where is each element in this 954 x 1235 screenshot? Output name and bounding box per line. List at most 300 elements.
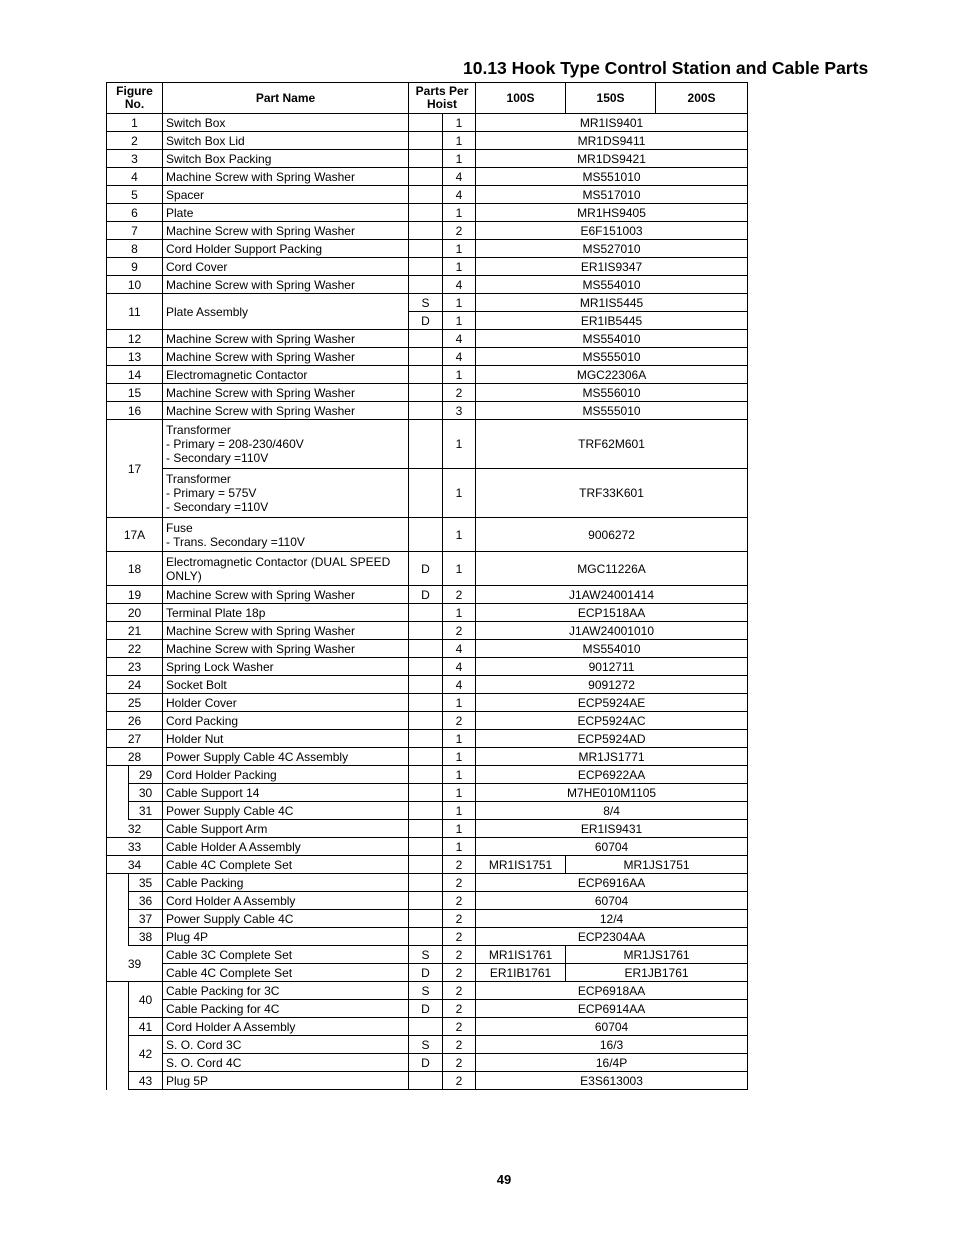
table-row [107, 1000, 748, 1018]
table-row [107, 1018, 748, 1036]
quantity: 1 [443, 820, 476, 838]
table-row [107, 276, 748, 294]
part-name: Plug 4P [163, 928, 409, 946]
indent-spacer [107, 784, 129, 802]
part-name: Cable 3C Complete Set [163, 946, 409, 964]
single-dual-code: S [409, 982, 443, 1000]
single-dual-code [409, 240, 443, 258]
figure-number: 20 [107, 604, 163, 622]
part-number: MR1DS9411 [476, 132, 748, 150]
part-number-100s: MR1IS1761 [476, 946, 566, 964]
quantity: 1 [443, 552, 476, 586]
figure-number: 16 [107, 402, 163, 420]
single-dual-code: D [409, 552, 443, 586]
figure-number: 7 [107, 222, 163, 240]
part-number: MS556010 [476, 384, 748, 402]
header-parts-per-hoist: Parts Per Hoist [409, 83, 476, 114]
figure-number: 33 [107, 838, 163, 856]
part-name: Socket Bolt [163, 676, 409, 694]
part-name: Plug 5P [163, 1072, 409, 1090]
table-row [107, 640, 748, 658]
figure-number: 28 [107, 748, 163, 766]
figure-number: 10 [107, 276, 163, 294]
part-number: J1AW24001010 [476, 622, 748, 640]
part-number: ER1IS9431 [476, 820, 748, 838]
part-number: ECP1518AA [476, 604, 748, 622]
part-name: Machine Screw with Spring Washer [163, 640, 409, 658]
figure-number: 4 [107, 168, 163, 186]
single-dual-code [409, 402, 443, 420]
quantity: 2 [443, 384, 476, 402]
part-name: Cable Packing for 4C [163, 1000, 409, 1018]
part-name: Cord Holder A Assembly [163, 892, 409, 910]
part-number: J1AW24001414 [476, 586, 748, 604]
table-row [107, 552, 748, 586]
part-number-150s-200s: ER1JB1761 [566, 964, 748, 982]
part-name: Electromagnetic Contactor [163, 366, 409, 384]
quantity: 1 [443, 420, 476, 469]
single-dual-code [409, 258, 443, 276]
table-row [107, 694, 748, 712]
table-row [107, 856, 748, 874]
indent-spacer [107, 892, 129, 910]
part-number-100s: ER1IB1761 [476, 964, 566, 982]
indent-spacer [107, 928, 129, 946]
indent-spacer [107, 1036, 129, 1072]
single-dual-code: D [409, 1054, 443, 1072]
quantity: 4 [443, 276, 476, 294]
table-row [107, 384, 748, 402]
table-row [107, 204, 748, 222]
part-name: Terminal Plate 18p [163, 604, 409, 622]
single-dual-code [409, 676, 443, 694]
quantity: 4 [443, 186, 476, 204]
part-number: ECP5924AD [476, 730, 748, 748]
part-name: Transformer - Primary = 575V - Secondary =110V [163, 469, 409, 518]
single-dual-code [409, 730, 443, 748]
single-dual-code [409, 658, 443, 676]
part-number: M7HE010M1105 [476, 784, 748, 802]
part-number: MS555010 [476, 348, 748, 366]
figure-number: 35 [129, 874, 163, 892]
quantity: 1 [443, 150, 476, 168]
table-row [107, 469, 748, 518]
figure-number: 13 [107, 348, 163, 366]
part-name: Spacer [163, 186, 409, 204]
part-number: MS527010 [476, 240, 748, 258]
figure-number: 17 [107, 420, 163, 518]
parts-table-body [107, 114, 748, 1090]
figure-number: 30 [129, 784, 163, 802]
table-row [107, 518, 748, 552]
part-name: Plate [163, 204, 409, 222]
figure-number: 26 [107, 712, 163, 730]
figure-number: 38 [129, 928, 163, 946]
table-row [107, 366, 748, 384]
quantity: 4 [443, 676, 476, 694]
indent-spacer [107, 802, 129, 820]
part-number: MS554010 [476, 276, 748, 294]
table-row [107, 604, 748, 622]
part-name: Switch Box Packing [163, 150, 409, 168]
quantity: 1 [443, 838, 476, 856]
quantity: 3 [443, 402, 476, 420]
quantity: 1 [443, 312, 476, 330]
part-name: Cord Holder A Assembly [163, 1018, 409, 1036]
table-row [107, 892, 748, 910]
table-row [107, 766, 748, 784]
quantity: 1 [443, 518, 476, 552]
part-number: MS517010 [476, 186, 748, 204]
single-dual-code [409, 132, 443, 150]
table-row [107, 186, 748, 204]
part-number: TRF33K601 [476, 469, 748, 518]
single-dual-code [409, 874, 443, 892]
table-row [107, 622, 748, 640]
part-name: Machine Screw with Spring Washer [163, 384, 409, 402]
part-name: Transformer - Primary = 208-230/460V - Secondary =110V [163, 420, 409, 469]
single-dual-code [409, 856, 443, 874]
single-dual-code [409, 694, 443, 712]
table-row [107, 330, 748, 348]
header-150s: 150S [566, 83, 656, 114]
part-name: Cord Packing [163, 712, 409, 730]
table-row [107, 730, 748, 748]
single-dual-code [409, 114, 443, 132]
single-dual-code [409, 748, 443, 766]
part-name: Machine Screw with Spring Washer [163, 348, 409, 366]
figure-number: 3 [107, 150, 163, 168]
table-row [107, 222, 748, 240]
figure-number: 31 [129, 802, 163, 820]
page-number: 49 [496, 1172, 512, 1187]
part-name: Cable Packing [163, 874, 409, 892]
part-number: MS554010 [476, 330, 748, 348]
table-row [107, 420, 748, 469]
part-number: MS551010 [476, 168, 748, 186]
figure-number: 36 [129, 892, 163, 910]
figure-number: 17A [107, 518, 163, 552]
part-number: ECP6918AA [476, 982, 748, 1000]
single-dual-code [409, 910, 443, 928]
single-dual-code [409, 222, 443, 240]
part-number: MR1HS9405 [476, 204, 748, 222]
part-number: 60704 [476, 838, 748, 856]
quantity: 4 [443, 168, 476, 186]
table-row [107, 820, 748, 838]
part-number: MR1JS1771 [476, 748, 748, 766]
part-name: Machine Screw with Spring Washer [163, 402, 409, 420]
quantity: 4 [443, 348, 476, 366]
single-dual-code [409, 366, 443, 384]
table-row [107, 294, 748, 312]
quantity: 2 [443, 946, 476, 964]
part-number: 16/3 [476, 1036, 748, 1054]
figure-number: 2 [107, 132, 163, 150]
figure-number: 34 [107, 856, 163, 874]
part-number: 9012711 [476, 658, 748, 676]
quantity: 1 [443, 784, 476, 802]
quantity: 1 [443, 240, 476, 258]
table-row [107, 402, 748, 420]
figure-number: 18 [107, 552, 163, 586]
single-dual-code [409, 766, 443, 784]
quantity: 1 [443, 730, 476, 748]
part-name: Cable Holder A Assembly [163, 838, 409, 856]
part-number: ER1IS9347 [476, 258, 748, 276]
part-name: Switch Box [163, 114, 409, 132]
quantity: 1 [443, 114, 476, 132]
table-row [107, 784, 748, 802]
table-row [107, 712, 748, 730]
quantity: 2 [443, 982, 476, 1000]
part-name: Machine Screw with Spring Washer [163, 168, 409, 186]
single-dual-code [409, 1018, 443, 1036]
single-dual-code: D [409, 1000, 443, 1018]
part-name: Cable 4C Complete Set [163, 856, 409, 874]
part-name: Machine Screw with Spring Washer [163, 276, 409, 294]
part-number: 8/4 [476, 802, 748, 820]
part-name: Cord Holder Packing [163, 766, 409, 784]
single-dual-code [409, 604, 443, 622]
table-row [107, 964, 748, 982]
figure-number: 22 [107, 640, 163, 658]
part-name: Machine Screw with Spring Washer [163, 222, 409, 240]
indent-spacer [107, 766, 129, 784]
part-name: Holder Cover [163, 694, 409, 712]
quantity: 2 [443, 622, 476, 640]
part-name: Switch Box Lid [163, 132, 409, 150]
indent-spacer [107, 874, 129, 892]
part-name: Cord Holder Support Packing [163, 240, 409, 258]
figure-number: 39 [107, 946, 163, 982]
figure-number: 43 [129, 1072, 163, 1090]
table-row [107, 910, 748, 928]
header-100s: 100S [476, 83, 566, 114]
table-row [107, 946, 748, 964]
part-name: Cable Packing for 3C [163, 982, 409, 1000]
quantity: 2 [443, 1036, 476, 1054]
part-name: Cord Cover [163, 258, 409, 276]
table-row [107, 114, 748, 132]
part-number: TRF62M601 [476, 420, 748, 469]
table-row [107, 150, 748, 168]
quantity: 2 [443, 712, 476, 730]
figure-number: 5 [107, 186, 163, 204]
figure-number: 29 [129, 766, 163, 784]
quantity: 1 [443, 132, 476, 150]
indent-spacer [107, 1072, 129, 1090]
part-name: Electromagnetic Contactor (DUAL SPEED ONLY) [163, 552, 409, 586]
figure-number: 25 [107, 694, 163, 712]
quantity: 2 [443, 874, 476, 892]
table-row [107, 1054, 748, 1072]
single-dual-code [409, 150, 443, 168]
part-number-100s: MR1IS1751 [476, 856, 566, 874]
indent-spacer [107, 1018, 129, 1036]
quantity: 1 [443, 469, 476, 518]
table-row [107, 928, 748, 946]
part-number: MGC22306A [476, 366, 748, 384]
header-part-name: Part Name [163, 83, 409, 114]
part-number: ECP6922AA [476, 766, 748, 784]
single-dual-code [409, 384, 443, 402]
table-row [107, 982, 748, 1000]
part-number: MGC11226A [476, 552, 748, 586]
single-dual-code [409, 928, 443, 946]
single-dual-code [409, 1072, 443, 1090]
part-number: 60704 [476, 892, 748, 910]
figure-number: 21 [107, 622, 163, 640]
quantity: 1 [443, 204, 476, 222]
single-dual-code [409, 838, 443, 856]
part-number: 60704 [476, 1018, 748, 1036]
single-dual-code [409, 186, 443, 204]
table-row [107, 240, 748, 258]
figure-number: 14 [107, 366, 163, 384]
single-dual-code [409, 712, 443, 730]
part-number-150s-200s: MR1JS1751 [566, 856, 748, 874]
part-name: Fuse - Trans. Secondary =110V [163, 518, 409, 552]
indent-spacer [107, 910, 129, 928]
part-number: ECP5924AE [476, 694, 748, 712]
table-row [107, 838, 748, 856]
figure-number: 9 [107, 258, 163, 276]
part-number: ECP6916AA [476, 874, 748, 892]
part-name: Cable Support 14 [163, 784, 409, 802]
table-row [107, 132, 748, 150]
single-dual-code [409, 820, 443, 838]
single-dual-code [409, 640, 443, 658]
single-dual-code [409, 802, 443, 820]
quantity: 2 [443, 1072, 476, 1090]
part-name: S. O. Cord 3C [163, 1036, 409, 1054]
single-dual-code [409, 892, 443, 910]
table-row [107, 802, 748, 820]
single-dual-code [409, 469, 443, 518]
table-row [107, 586, 748, 604]
part-number: 9091272 [476, 676, 748, 694]
table-row [107, 748, 748, 766]
single-dual-code: D [409, 312, 443, 330]
part-number-150s-200s: MR1JS1761 [566, 946, 748, 964]
single-dual-code: D [409, 586, 443, 604]
part-number: E6F151003 [476, 222, 748, 240]
part-name: Power Supply Cable 4C [163, 802, 409, 820]
figure-number: 41 [129, 1018, 163, 1036]
quantity: 2 [443, 892, 476, 910]
figure-number: 37 [129, 910, 163, 928]
quantity: 2 [443, 1054, 476, 1072]
table-row [107, 1072, 748, 1090]
figure-number: 8 [107, 240, 163, 258]
quantity: 2 [443, 222, 476, 240]
part-name: S. O. Cord 4C [163, 1054, 409, 1072]
quantity: 1 [443, 694, 476, 712]
quantity: 2 [443, 1000, 476, 1018]
part-name: Machine Screw with Spring Washer [163, 330, 409, 348]
quantity: 1 [443, 748, 476, 766]
table-row [107, 676, 748, 694]
quantity: 4 [443, 658, 476, 676]
part-number: ER1IB5445 [476, 312, 748, 330]
part-name: Power Supply Cable 4C [163, 910, 409, 928]
table-row [107, 348, 748, 366]
figure-number: 27 [107, 730, 163, 748]
quantity: 2 [443, 856, 476, 874]
part-name: Machine Screw with Spring Washer [163, 586, 409, 604]
table-row [107, 258, 748, 276]
table-row [107, 658, 748, 676]
quantity: 2 [443, 964, 476, 982]
single-dual-code: S [409, 294, 443, 312]
figure-number: 23 [107, 658, 163, 676]
figure-number: 24 [107, 676, 163, 694]
part-name: Machine Screw with Spring Washer [163, 622, 409, 640]
figure-number: 15 [107, 384, 163, 402]
indent-spacer [107, 982, 129, 1018]
single-dual-code [409, 276, 443, 294]
single-dual-code: S [409, 946, 443, 964]
page-title: 10.13 Hook Type Control Station and Cable Parts [463, 58, 869, 78]
part-number: MR1DS9421 [476, 150, 748, 168]
parts-table [106, 82, 748, 1090]
part-number: 16/4P [476, 1054, 748, 1072]
part-name: Cable Support Arm [163, 820, 409, 838]
single-dual-code [409, 420, 443, 469]
figure-number: 11 [107, 294, 163, 330]
single-dual-code [409, 518, 443, 552]
single-dual-code: D [409, 964, 443, 982]
figure-number: 6 [107, 204, 163, 222]
part-number: MS555010 [476, 402, 748, 420]
quantity: 1 [443, 366, 476, 384]
quantity: 2 [443, 910, 476, 928]
single-dual-code: S [409, 1036, 443, 1054]
table-row [107, 168, 748, 186]
header-200s: 200S [656, 83, 748, 114]
single-dual-code [409, 784, 443, 802]
part-number: MR1IS9401 [476, 114, 748, 132]
figure-number: 12 [107, 330, 163, 348]
quantity: 1 [443, 604, 476, 622]
quantity: 4 [443, 640, 476, 658]
single-dual-code [409, 204, 443, 222]
quantity: 2 [443, 928, 476, 946]
table-row [107, 874, 748, 892]
part-name: Holder Nut [163, 730, 409, 748]
figure-number: 19 [107, 586, 163, 604]
part-name: Cable 4C Complete Set [163, 964, 409, 982]
single-dual-code [409, 622, 443, 640]
figure-number: 40 [129, 982, 163, 1018]
part-number: E3S613003 [476, 1072, 748, 1090]
header-figure-no: Figure No. [107, 83, 163, 114]
part-name: Plate Assembly [163, 294, 409, 330]
quantity: 4 [443, 330, 476, 348]
quantity: 1 [443, 294, 476, 312]
part-name: Spring Lock Washer [163, 658, 409, 676]
quantity: 1 [443, 258, 476, 276]
part-number: MS554010 [476, 640, 748, 658]
figure-number: 32 [107, 820, 163, 838]
part-number: ECP2304AA [476, 928, 748, 946]
part-number: ECP5924AC [476, 712, 748, 730]
quantity: 1 [443, 802, 476, 820]
single-dual-code [409, 348, 443, 366]
quantity: 2 [443, 586, 476, 604]
part-number: MR1IS5445 [476, 294, 748, 312]
